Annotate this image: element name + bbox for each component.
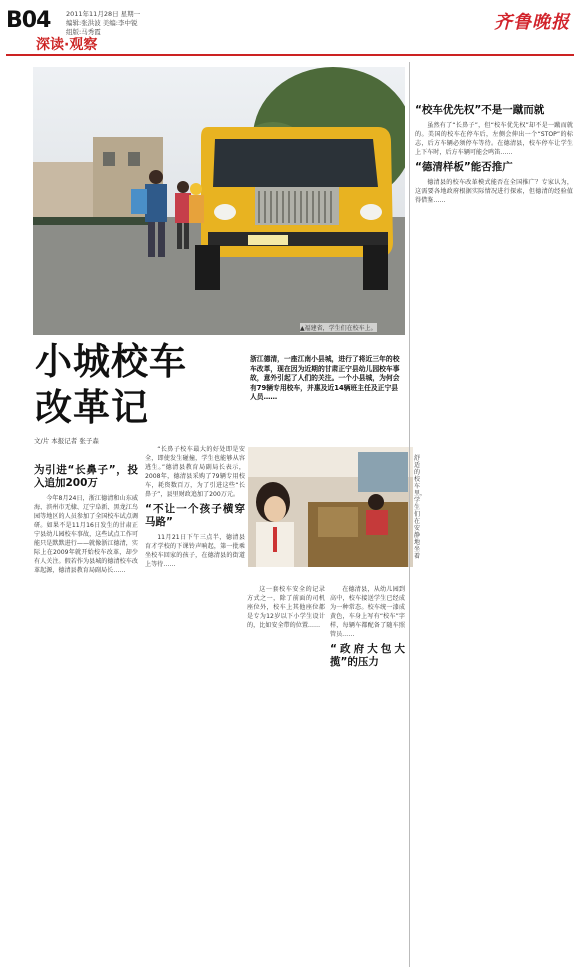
article-column-2 bbox=[145, 445, 245, 569]
article-column-3 bbox=[247, 585, 325, 630]
byline: 文/片 本报记者 张子森 bbox=[34, 437, 99, 445]
column-divider bbox=[409, 62, 410, 967]
headline: 小城校车 改革记 bbox=[35, 339, 187, 429]
column-2-text: “长鼻子校车最大的好处即是安全，即使发生碰撞，学生也能够从容逃生。”德清县教育局副局长表示，2008年，德清县采购了79辆专用校车，耗资数百万，为了引进这些“长鼻子”，县里财政追加了200万元。 bbox=[145, 446, 245, 498]
editor-line: 编辑:张洪波 美编:李中锐 bbox=[66, 19, 138, 27]
subheading-crossing: “不让一个孩子横穿马路” bbox=[145, 503, 245, 528]
header-meta bbox=[66, 10, 140, 37]
proof-line: 组版:马秀霞 bbox=[66, 28, 101, 36]
subheading-pressure: “政府大包大揽”的压力 bbox=[330, 643, 405, 668]
column-1-text: 今年8月24日，浙江德清和山东威海、滨州市无棣、辽宁阜新、黑龙江鸟园等地区的人员参加了全国校车试点调研。如果不是11月16日发生的甘肃正宁县幼儿园校车事故，这些试点工作可能只是默默进行——就像浙江德清，实际上在2009年就开始校车改革，却少有人关注。假若作为县城的德清校车改革起源，德清县教育局副局长…… bbox=[34, 495, 138, 574]
column-5-text: 虽然有了“长鼻子”，但“校车优先权”却不是一蹴而就的。美国的校车在停车后，左侧会伸出一个“STOP”的标志，后方车辆必须停车等待。在德清县，校车停车让学生上下车时，后方车辆可能会鸣笛…… bbox=[415, 122, 573, 156]
page-header bbox=[0, 0, 580, 58]
issue-date: 2011年11月28日 星期一 bbox=[66, 10, 141, 18]
photo-caption: ▲福建省，学生们在校车上。 bbox=[300, 325, 377, 332]
subheading-model: “德清样板”能否推广 bbox=[415, 161, 513, 173]
newspaper-logo: 齐鲁晚报 bbox=[494, 12, 570, 33]
column-2-text-b: 11月21日下午三点半，德清县育才学校的下课铃声响起，第一批乘坐校车回家的孩子，在德清县的街道上等待…… bbox=[145, 534, 245, 568]
school-bus-photo bbox=[33, 67, 405, 335]
header-rule bbox=[6, 54, 574, 56]
page-number: B04 bbox=[6, 8, 51, 33]
interior-photo-caption: 舒适的校车里，学生们在安静地坐着 bbox=[414, 455, 427, 560]
column-4-text: 在德清县，从幼儿园到高中，校车接送学生已经成为一种常态。校车统一漆成黄色，车身上写有“校车”字样，每辆车都配备了随车照管员…… bbox=[330, 586, 405, 638]
lead-paragraph: 浙江德清，一座江南小县城，进行了将近三年的校车改革，现在因为近期的甘肃正宁县幼儿园校车事故，意外引起了人们的关注。一个小县城，为何会有79辆专用校车，并惠及近14辆班主任及正宁县人员…… bbox=[250, 355, 400, 402]
subheading-priority: “校车优先权”不是一蹴而就 bbox=[415, 104, 545, 116]
bus-interior-photo bbox=[248, 447, 413, 567]
article-column-1 bbox=[34, 460, 138, 575]
section-title: 深读·观察 bbox=[36, 37, 98, 53]
article-column-5 bbox=[415, 100, 573, 205]
column-5-text-b: 德清县的校车改革模式能否在全国推广？专家认为，这需要各地政府根据实际情况进行探索，但德清的经验值得借鉴…… bbox=[415, 179, 573, 204]
subheading-funding: 为引进“长鼻子”，投入追加200万 bbox=[34, 464, 138, 489]
article-column-4 bbox=[330, 585, 405, 673]
column-3-text: 这一套校车安全的记录方式之一，除了前面的司机座位外，校车上其他座位都是专为12岁以下小学生设计的，比如安全带的位置…… bbox=[247, 586, 325, 629]
